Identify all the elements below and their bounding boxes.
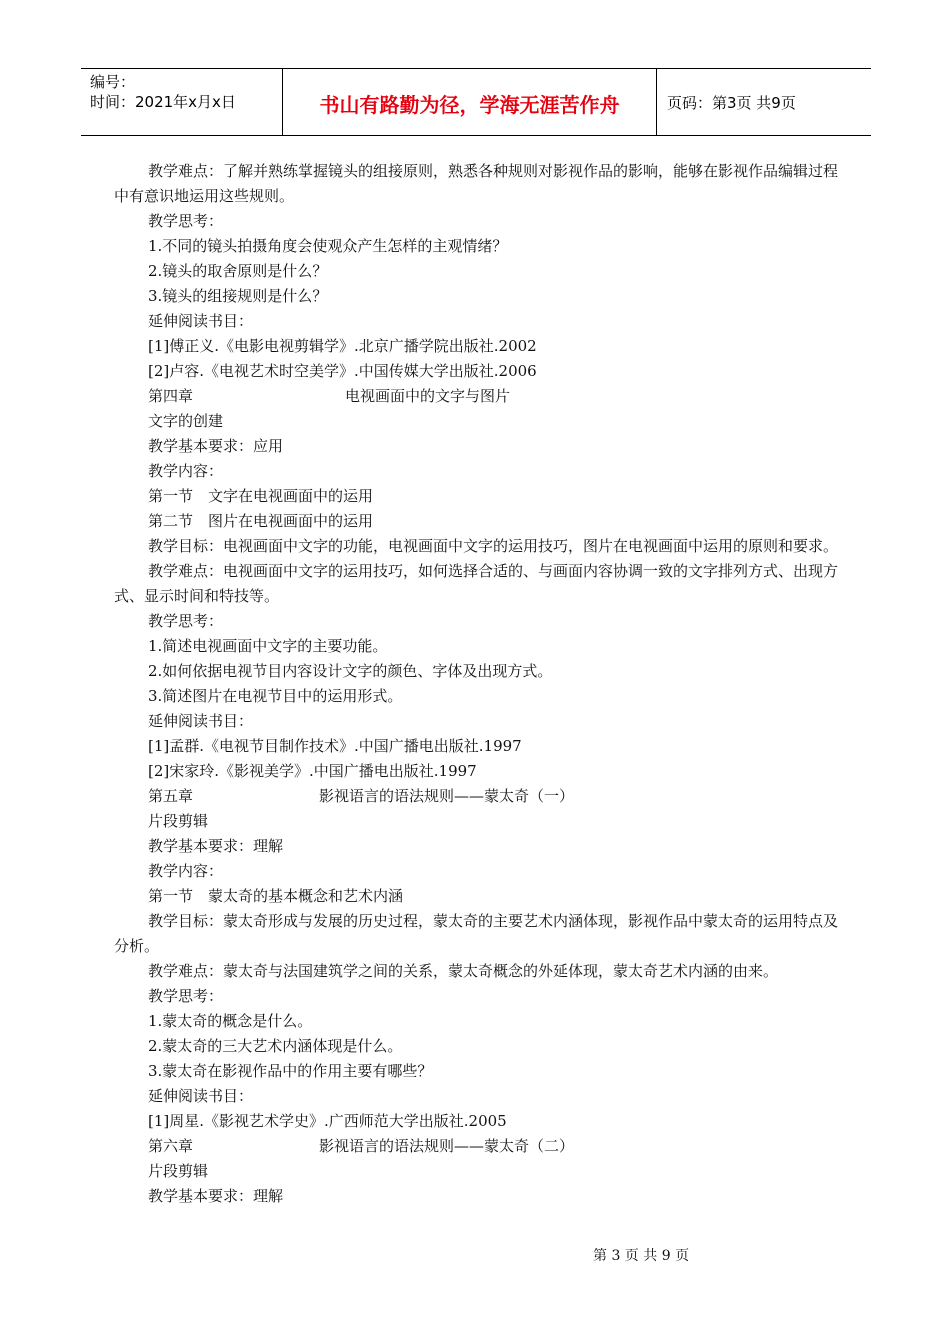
body-line: 3.蒙太奇在影视作品中的作用主要有哪些？ xyxy=(148,1062,433,1080)
body-line: 第一节 文字在电视画面中的运用 xyxy=(148,487,374,505)
chapter-title: 影视语言的语法规则——蒙太奇（一） xyxy=(319,787,575,805)
body-paragraph: 教学难点：了解并熟练掌握镜头的组接原则，熟悉各种规则对影视作品的影响，能够在影视作品编辑过程中有意识地运用这些规则。 xyxy=(114,162,839,205)
chapter-number: 第六章 xyxy=(148,1137,194,1155)
body-line: 2.蒙太奇的三大艺术内涵体现是什么。 xyxy=(148,1037,403,1055)
body-line: 教学思考： xyxy=(148,212,224,230)
body-line: 3.镜头的组接规则是什么？ xyxy=(148,287,328,305)
body-line: 2.如何依据电视节目内容设计文字的颜色、字体及出现方式。 xyxy=(148,662,553,680)
body-line: [2]宋家玲.《影视美学》.中国广播电出版社.1997 xyxy=(148,762,477,780)
document-time-label: 时间：2021年x月x日 xyxy=(90,93,236,111)
body-line: 2.镜头的取舍原则是什么？ xyxy=(148,262,328,280)
body-line: 1.简述电视画面中文字的主要功能。 xyxy=(148,637,388,655)
body-paragraph: 教学目标：电视画面中文字的功能，电视画面中文字的运用技巧，图片在电视画面中运用的原则和要求。 xyxy=(148,537,839,555)
body-line: [1]孟群.《电视节目制作技术》.中国广播电出版社.1997 xyxy=(148,737,522,755)
body-line: 教学基本要求：理解 xyxy=(148,1187,284,1205)
header-meta xyxy=(81,69,283,135)
document-body xyxy=(114,159,849,1209)
page-header xyxy=(81,68,871,136)
body-line: 延伸阅读书目： xyxy=(148,712,254,730)
body-line: 片段剪辑 xyxy=(148,812,209,830)
document-number-label: 编号： xyxy=(90,73,136,91)
header-motto: 书山有路勤为径，学海无涯苦作舟 xyxy=(283,69,657,135)
chapter-title: 影视语言的语法规则——蒙太奇（二） xyxy=(319,1137,575,1155)
body-paragraph: 教学难点：电视画面中文字的运用技巧，如何选择合适的、与画面内容协调一致的文字排列方式、出现方式、显示时间和特技等。 xyxy=(114,562,839,605)
body-line: 延伸阅读书目： xyxy=(148,1087,254,1105)
body-line: 教学内容： xyxy=(148,862,224,880)
chapter-title: 电视画面中的文字与图片 xyxy=(345,387,511,405)
header-page-number: 页码：第3页 共9页 xyxy=(667,93,796,112)
body-line: 1.不同的镜头拍摄角度会使观众产生怎样的主观情绪？ xyxy=(148,237,508,255)
body-line: 片段剪辑 xyxy=(148,1162,209,1180)
body-line: 延伸阅读书目： xyxy=(148,312,254,330)
body-paragraph: 教学目标：蒙太奇形成与发展的历史过程，蒙太奇的主要艺术内涵体现，影视作品中蒙太奇的运用特点及分析。 xyxy=(114,912,839,955)
chapter-heading xyxy=(114,384,849,409)
chapter-number: 第四章 xyxy=(148,387,194,405)
chapter-heading xyxy=(114,784,849,809)
body-line: 教学基本要求：理解 xyxy=(148,837,284,855)
body-line: 3.简述图片在电视节目中的运用形式。 xyxy=(148,687,403,705)
chapter-number: 第五章 xyxy=(148,787,194,805)
body-line: 第一节 蒙太奇的基本概念和艺术内涵 xyxy=(148,887,404,905)
body-line: 教学基本要求：应用 xyxy=(148,437,284,455)
body-line: [2]卢容.《电视艺术时空美学》.中国传媒大学出版社.2006 xyxy=(148,362,537,380)
body-line: [1]傅正义.《电影电视剪辑学》.北京广播学院出版社.2002 xyxy=(148,337,537,355)
body-line: 文字的创建 xyxy=(148,412,224,430)
footer-page-number: 第 3 页 共 9 页 xyxy=(593,1248,690,1264)
body-line: 教学内容： xyxy=(148,462,224,480)
chapter-heading xyxy=(114,1134,849,1159)
body-line: 教学思考： xyxy=(148,987,224,1005)
body-line: 第二节 图片在电视画面中的运用 xyxy=(148,512,374,530)
body-line: 教学思考： xyxy=(148,612,224,630)
body-paragraph: 教学难点：蒙太奇与法国建筑学之间的关系，蒙太奇概念的外延体现，蒙太奇艺术内涵的由来。 xyxy=(148,962,779,980)
body-line: 1.蒙太奇的概念是什么。 xyxy=(148,1012,313,1030)
body-line: [1]周星.《影视艺术学史》.广西师范大学出版社.2005 xyxy=(148,1112,507,1130)
